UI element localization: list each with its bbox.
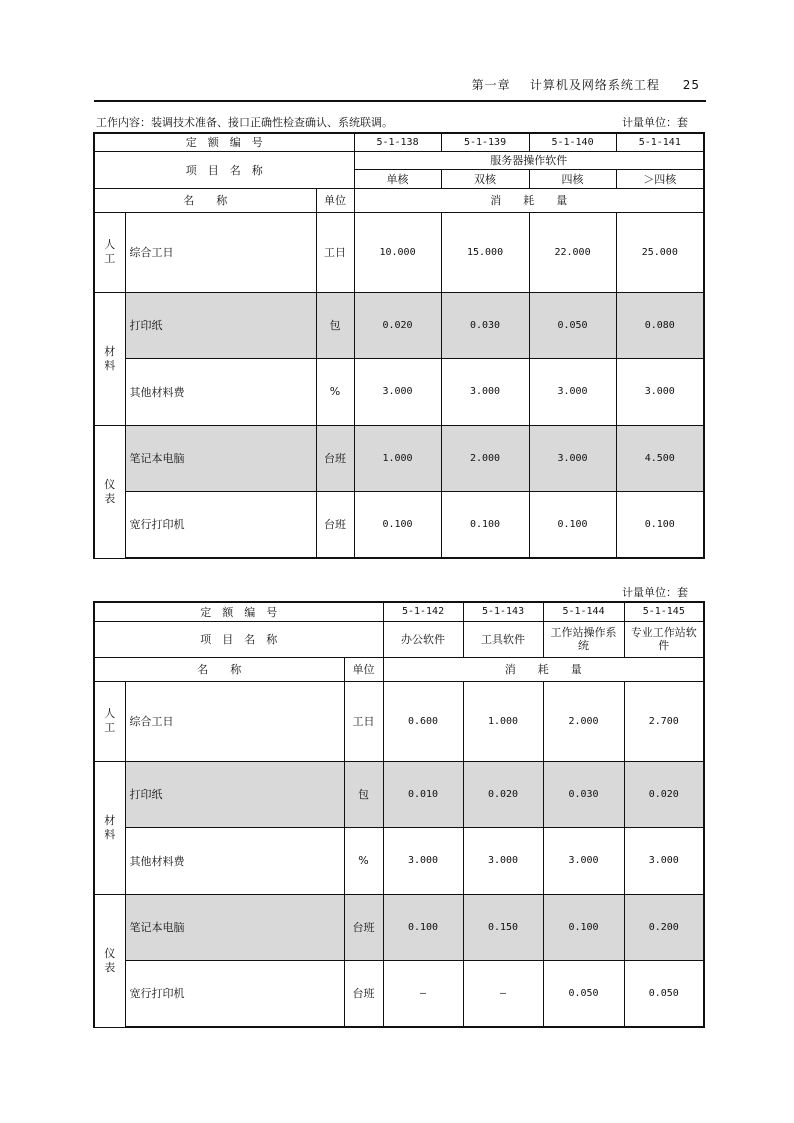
quota-code: 5-1-144 [543,602,624,621]
category-labor: 人 工 [94,681,125,761]
chapter-label: 第一章 [471,78,511,92]
quota-code: 5-1-142 [383,602,463,621]
row-unit: % [316,358,354,425]
category-material: 材 料 [94,292,125,425]
row-value: 0.100 [616,491,704,558]
row-name: 宽行打印机 [125,960,344,1027]
row-value: 3.000 [463,827,543,894]
row-value: 1.000 [463,681,543,761]
row-value: 2.000 [543,681,624,761]
row-value: 0.200 [624,894,704,960]
row-name: 综合工日 [125,212,316,292]
row-value: 0.010 [383,761,463,827]
row-value: 3.000 [624,827,704,894]
row-value: 0.100 [529,491,616,558]
unit-column-header: 单位 [316,188,354,212]
quota-code-label: 定 额 编 号 [94,602,383,621]
item-subname: 单核 [354,169,441,188]
row-value: — [383,960,463,1027]
row-value: 2.700 [624,681,704,761]
item-subname: 工作站操作系统 [543,621,624,657]
quota-code-label: 定 额 编 号 [94,133,354,151]
row-unit: % [344,827,383,894]
row-unit: 包 [316,292,354,358]
item-subname: 办公软件 [383,621,463,657]
quota-code: 5-1-141 [616,133,704,151]
quota-table-1 [93,132,705,559]
item-subname: 四核 [529,169,616,188]
page-number: 25 [682,78,700,92]
row-value: 3.000 [354,358,441,425]
row-name: 宽行打印机 [125,491,316,558]
work-content: 工作内容：装调技术准备、接口正确性检查确认、系统联调。 [96,116,393,129]
row-name: 其他材料费 [125,358,316,425]
category-instrument: 仪 表 [94,425,125,558]
row-name: 打印纸 [125,761,344,827]
item-name-label: 项 目 名 称 [94,621,383,657]
row-value: 0.050 [529,292,616,358]
header-text [472,76,700,93]
row-unit: 工日 [344,681,383,761]
row-name: 其他材料费 [125,827,344,894]
row-value: 3.000 [529,425,616,491]
row-unit: 工日 [316,212,354,292]
row-unit: 台班 [316,425,354,491]
consumption-header: 消 耗 量 [354,188,704,212]
row-unit: 台班 [316,491,354,558]
row-value: 4.500 [616,425,704,491]
row-value: 0.050 [543,960,624,1027]
row-value: 0.100 [543,894,624,960]
row-value: 3.000 [543,827,624,894]
chapter-title: 计算机及网络系统工程 [529,78,660,92]
row-value: 0.100 [354,491,441,558]
row-name: 打印纸 [125,292,316,358]
item-subname: 双核 [441,169,529,188]
row-value: 0.030 [441,292,529,358]
name-column-header: 名 称 [94,657,344,681]
row-value: 3.000 [383,827,463,894]
item-subname: ＞四核 [616,169,704,188]
row-value: 0.080 [616,292,704,358]
category-instrument: 仪 表 [94,894,125,1027]
row-value: 0.050 [624,960,704,1027]
quota-table-2 [93,601,705,1028]
row-name: 笔记本电脑 [125,894,344,960]
quota-code: 5-1-138 [354,133,441,151]
row-value: 0.030 [543,761,624,827]
quota-code: 5-1-143 [463,602,543,621]
row-value: 1.000 [354,425,441,491]
category-labor: 人 工 [94,212,125,292]
row-name: 综合工日 [125,681,344,761]
row-value: 3.000 [616,358,704,425]
unit-column-header: 单位 [344,657,383,681]
row-value: 15.000 [441,212,529,292]
row-value: — [463,960,543,1027]
row-value: 25.000 [616,212,704,292]
row-value: 0.150 [463,894,543,960]
category-material: 材 料 [94,761,125,894]
row-value: 22.000 [529,212,616,292]
row-value: 2.000 [441,425,529,491]
row-value: 3.000 [441,358,529,425]
quota-code: 5-1-139 [441,133,529,151]
row-value: 0.100 [383,894,463,960]
item-subname: 专业工作站软件 [624,621,704,657]
row-unit: 台班 [344,960,383,1027]
row-value: 0.020 [463,761,543,827]
row-value: 0.100 [441,491,529,558]
row-value: 0.600 [383,681,463,761]
row-value: 0.020 [354,292,441,358]
row-unit: 台班 [344,894,383,960]
row-unit: 包 [344,761,383,827]
row-value: 0.020 [624,761,704,827]
row-value: 10.000 [354,212,441,292]
item-group-name: 服务器操作软件 [354,151,704,169]
page-header [94,74,706,102]
quota-code: 5-1-140 [529,133,616,151]
quota-code: 5-1-145 [624,602,704,621]
row-name: 笔记本电脑 [125,425,316,491]
item-subname: 工具软件 [463,621,543,657]
row-value: 3.000 [529,358,616,425]
unit-label: 计量单位：套 [622,116,688,129]
name-column-header: 名 称 [94,188,316,212]
item-name-label: 项 目 名 称 [94,151,354,188]
consumption-header: 消 耗 量 [383,657,704,681]
unit-label: 计量单位：套 [622,586,688,599]
